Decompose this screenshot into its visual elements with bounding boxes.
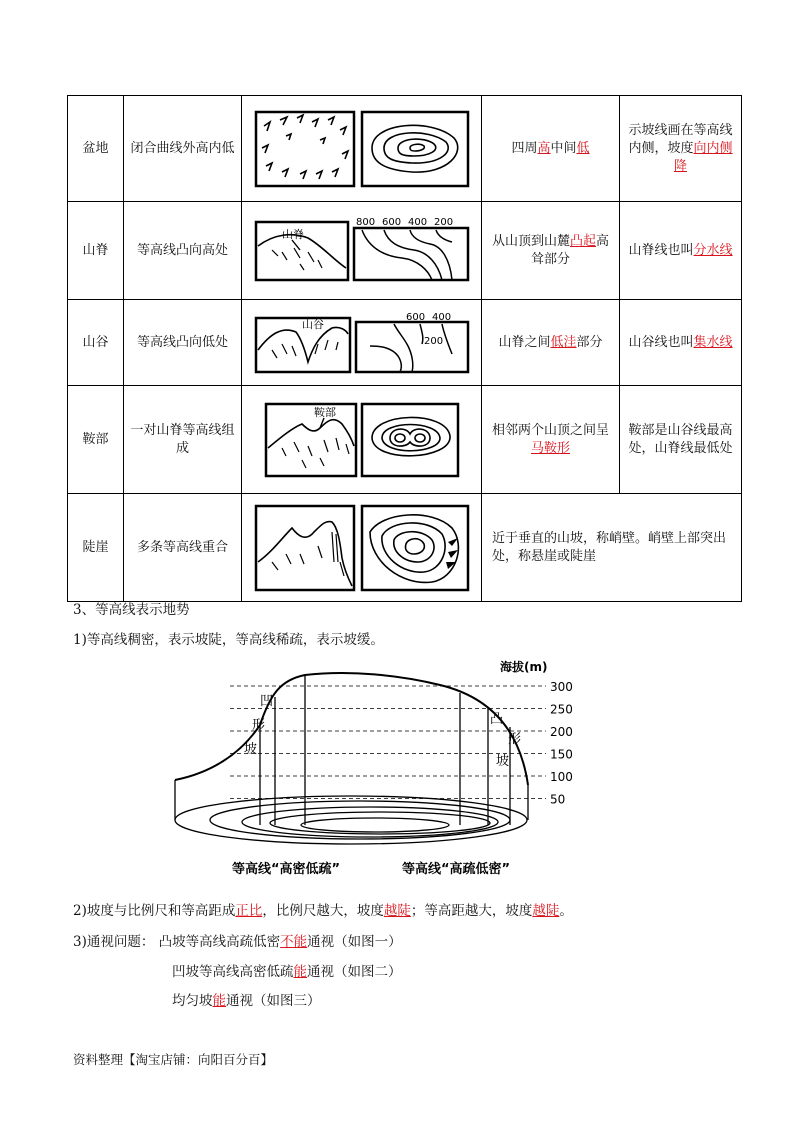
ridge-number: 400 bbox=[407, 216, 427, 228]
terrain-figure bbox=[242, 300, 482, 386]
ridge-label: 山脊 bbox=[281, 227, 304, 241]
slope-profile-diagram bbox=[170, 655, 590, 885]
terrain-table bbox=[67, 95, 742, 602]
table-row bbox=[68, 96, 742, 202]
elevation-tick-label: 100 bbox=[550, 770, 573, 784]
terrain-description: 相邻两个山顶之间呈马鞍形 bbox=[482, 386, 620, 494]
terrain-description: 四周高中间低 bbox=[482, 96, 620, 202]
ridge-number: 600 bbox=[381, 216, 401, 228]
caption-left: 等高线“高密低疏” bbox=[232, 862, 341, 877]
terrain-figure bbox=[242, 96, 482, 202]
section-heading: 3、等高线表示地势 bbox=[73, 602, 190, 618]
terrain-feature: 一对山脊等高线组成 bbox=[124, 386, 242, 494]
terrain-figure bbox=[242, 494, 482, 602]
convex-label: 坡 bbox=[496, 754, 510, 769]
terrain-note: 山脊线也叫分水线 bbox=[620, 202, 742, 300]
terrain-feature: 多条等高线重合 bbox=[124, 494, 242, 602]
basin-figure bbox=[252, 108, 472, 190]
table-row bbox=[68, 386, 742, 494]
terrain-name: 山谷 bbox=[68, 300, 124, 386]
terrain-name: 盆地 bbox=[68, 96, 124, 202]
valley-number: 400 bbox=[431, 311, 451, 323]
table-row bbox=[68, 494, 742, 602]
terrain-description: 近于垂直的山坡，称峭壁。峭壁上部突出处，称悬崖或陡崖 bbox=[482, 494, 742, 602]
table-row bbox=[68, 300, 742, 386]
terrain-note: 示坡线画在等高线内侧，坡度向内侧降 bbox=[620, 96, 742, 202]
ridge-figure bbox=[252, 216, 472, 286]
paragraph-1: 1)等高线稠密，表示坡陡，等高线稀疏，表示坡缓。 bbox=[73, 632, 384, 648]
elevation-tick-label: 300 bbox=[550, 680, 573, 694]
saddle-figure bbox=[262, 398, 462, 482]
axis-title: 海拔(m) bbox=[500, 660, 548, 674]
valley-figure bbox=[252, 310, 472, 376]
elevation-tick-label: 50 bbox=[550, 792, 566, 807]
concave-label: 形 bbox=[252, 718, 266, 733]
valley-number: 200 bbox=[423, 335, 443, 347]
footer-note: 资料整理【淘宝店铺：向阳百分百】 bbox=[73, 1052, 274, 1067]
elevation-tick-label: 200 bbox=[550, 725, 573, 739]
paragraph-3: 3)通视问题： 凸坡等高线高疏低密不能通视（如图一） bbox=[73, 934, 402, 950]
caption-right: 等高线“高疏低密” bbox=[402, 862, 511, 877]
elevation-tick-label: 150 bbox=[550, 747, 573, 762]
saddle-label: 鞍部 bbox=[313, 405, 336, 419]
valley-number: 600 bbox=[405, 311, 425, 323]
ridge-number: 200 bbox=[433, 216, 453, 228]
terrain-name: 山脊 bbox=[68, 202, 124, 300]
table-row bbox=[68, 202, 742, 300]
concave-label: 凹 bbox=[260, 694, 274, 709]
paragraph-4: 凹坡等高线高密低疏能通视（如图二） bbox=[172, 964, 402, 980]
terrain-feature: 等高线凸向低处 bbox=[124, 300, 242, 386]
terrain-description: 山脊之间低洼部分 bbox=[482, 300, 620, 386]
terrain-note: 鞍部是山谷线最高处，山脊线最低处 bbox=[620, 386, 742, 494]
terrain-figure bbox=[242, 386, 482, 494]
terrain-name: 鞍部 bbox=[68, 386, 124, 494]
terrain-feature: 闭合曲线外高内低 bbox=[124, 96, 242, 202]
terrain-description: 从山顶到山麓凸起高耸部分 bbox=[482, 202, 620, 300]
concave-label: 坡 bbox=[244, 742, 258, 757]
terrain-name: 陡崖 bbox=[68, 494, 124, 602]
elevation-tick-label: 250 bbox=[550, 702, 573, 717]
terrain-note: 山谷线也叫集水线 bbox=[620, 300, 742, 386]
convex-label: 形 bbox=[508, 732, 522, 747]
ridge-number: 800 bbox=[355, 216, 375, 228]
valley-label: 山谷 bbox=[301, 317, 324, 331]
paragraph-5: 均匀坡能通视（如图三） bbox=[172, 993, 321, 1009]
terrain-figure bbox=[242, 202, 482, 300]
convex-label: 凸 bbox=[490, 712, 504, 727]
paragraph-2: 2)坡度与比例尺和等高距成正比，比例尺越大，坡度越陡；等高距越大，坡度越陡。 bbox=[73, 903, 573, 919]
cliff-figure bbox=[252, 502, 472, 594]
terrain-feature: 等高线凸向高处 bbox=[124, 202, 242, 300]
